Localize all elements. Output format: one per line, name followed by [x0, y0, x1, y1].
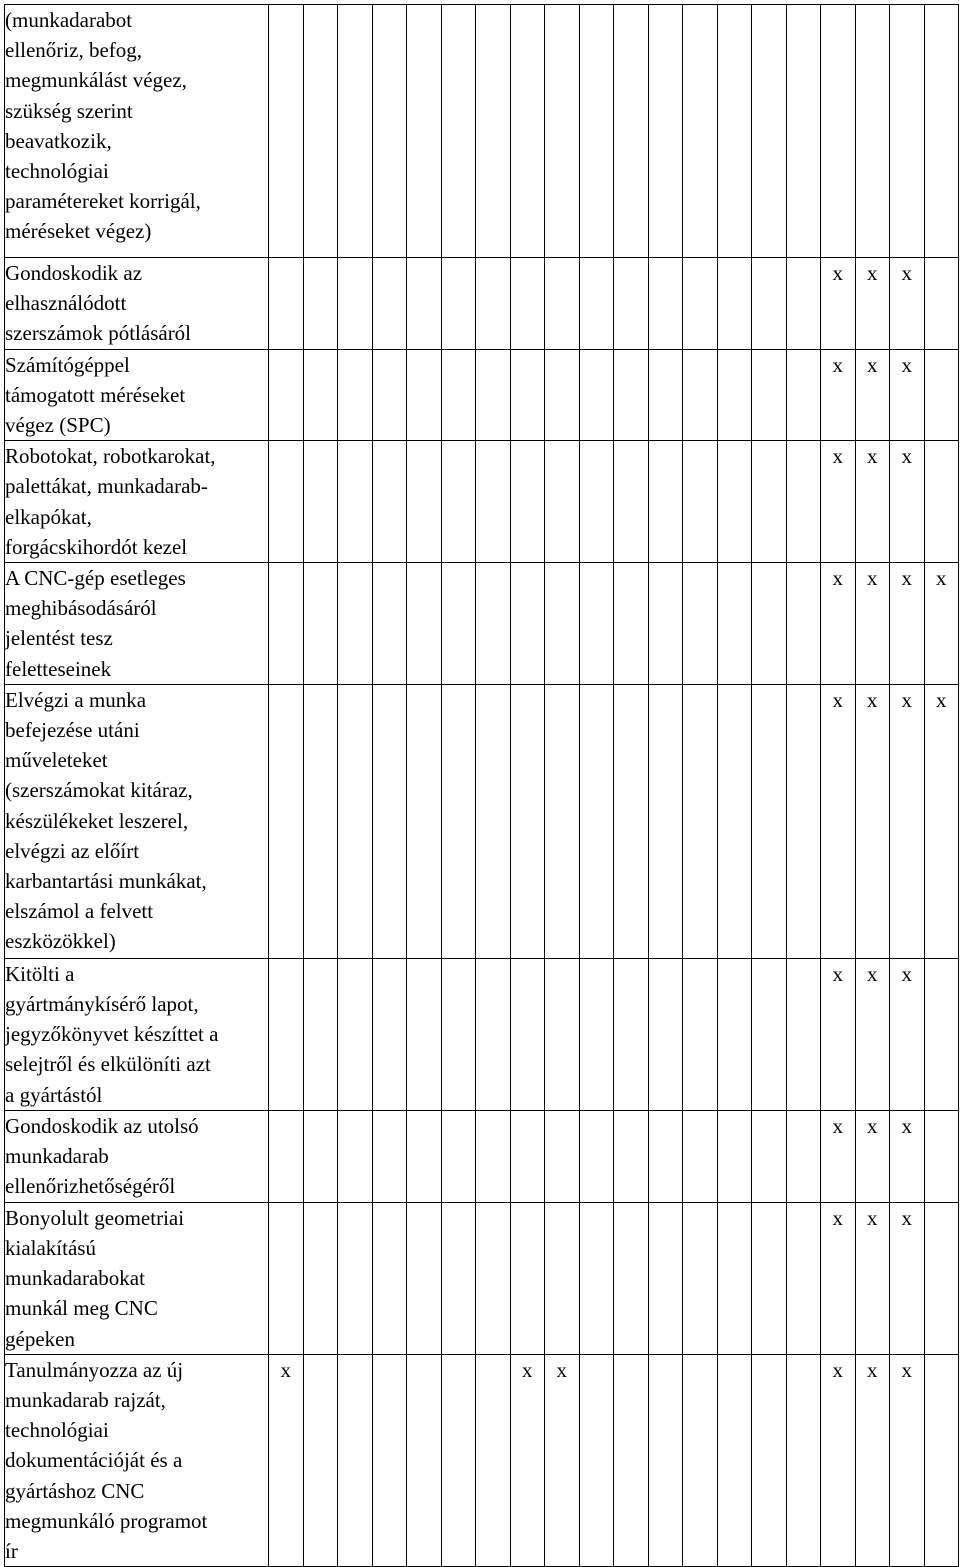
mark-cell: [510, 441, 545, 563]
mark-cell: [752, 5, 787, 258]
mark-cell: [303, 684, 338, 958]
mark-cell: [372, 5, 407, 258]
mark-cell: [614, 258, 649, 350]
table-row: [5, 958, 959, 1110]
mark-cell: [648, 958, 683, 1110]
mark-cell: [441, 684, 476, 958]
mark-cell: x: [821, 258, 856, 350]
mark-cell: [579, 563, 614, 685]
mark-cell: x: [855, 1202, 890, 1354]
mark-cell: [924, 1202, 959, 1354]
mark-cell: [269, 1110, 304, 1202]
table-row: [5, 349, 959, 441]
mark-cell: [545, 1110, 580, 1202]
mark-cell: [441, 349, 476, 441]
mark-cell: [441, 258, 476, 350]
mark-cell: x: [821, 684, 856, 958]
mark-cell: x: [855, 1354, 890, 1566]
mark-cell: x: [821, 1110, 856, 1202]
mark-cell: [510, 349, 545, 441]
task-description: Kitölti a gyártmánykísérő lapot, jegyzőkönyvet készíttet a selejtről és elkülöníti azt a gyártástól: [5, 958, 269, 1110]
mark-cell: [303, 1202, 338, 1354]
mark-cell: [579, 258, 614, 350]
mark-cell: [407, 1354, 442, 1566]
mark-cell: [924, 1110, 959, 1202]
mark-cell: [269, 5, 304, 258]
mark-cell: [407, 349, 442, 441]
mark-cell: x: [821, 349, 856, 441]
mark-cell: [303, 5, 338, 258]
mark-cell: [786, 258, 821, 350]
mark-cell: [476, 349, 511, 441]
task-description: Számítógéppel támogatott méréseket végez (SPC): [5, 349, 269, 441]
mark-cell: x: [890, 349, 925, 441]
mark-cell: [717, 258, 752, 350]
task-description: Gondoskodik az utolsó munkadarab ellenőrizhetőségéről: [5, 1110, 269, 1202]
mark-cell: [717, 684, 752, 958]
mark-cell: [545, 563, 580, 685]
mark-cell: [510, 684, 545, 958]
mark-cell: [752, 684, 787, 958]
mark-cell: x: [855, 441, 890, 563]
mark-cell: [441, 1202, 476, 1354]
mark-cell: [407, 441, 442, 563]
mark-cell: x: [821, 441, 856, 563]
table-body: [5, 5, 959, 1567]
mark-cell: [683, 441, 718, 563]
mark-cell: [545, 441, 580, 563]
mark-cell: x: [890, 1354, 925, 1566]
mark-cell: [683, 258, 718, 350]
mark-cell: x: [890, 1110, 925, 1202]
mark-cell: x: [890, 441, 925, 563]
mark-cell: [579, 349, 614, 441]
mark-cell: x: [545, 1354, 580, 1566]
mark-cell: [683, 1354, 718, 1566]
mark-cell: [372, 349, 407, 441]
mark-cell: [786, 684, 821, 958]
mark-cell: [752, 1354, 787, 1566]
mark-cell: [614, 441, 649, 563]
mark-cell: [407, 258, 442, 350]
mark-cell: [648, 349, 683, 441]
mark-cell: [786, 1354, 821, 1566]
mark-cell: [338, 1354, 373, 1566]
mark-cell: [476, 563, 511, 685]
mark-cell: [303, 1354, 338, 1566]
mark-cell: [372, 441, 407, 563]
mark-cell: [648, 258, 683, 350]
mark-cell: [717, 1202, 752, 1354]
mark-cell: [648, 563, 683, 685]
mark-cell: [579, 1354, 614, 1566]
mark-cell: [579, 5, 614, 258]
mark-cell: [372, 958, 407, 1110]
mark-cell: [786, 441, 821, 563]
mark-cell: [614, 1354, 649, 1566]
mark-cell: [407, 958, 442, 1110]
mark-cell: [717, 1354, 752, 1566]
mark-cell: [683, 1202, 718, 1354]
mark-cell: [717, 958, 752, 1110]
mark-cell: [648, 441, 683, 563]
table-row: [5, 5, 959, 258]
mark-cell: [683, 684, 718, 958]
mark-cell: x: [821, 1202, 856, 1354]
mark-cell: [372, 1354, 407, 1566]
mark-cell: [372, 1202, 407, 1354]
mark-cell: [476, 1354, 511, 1566]
mark-cell: [338, 349, 373, 441]
mark-cell: [717, 5, 752, 258]
task-description: Elvégzi a munka befejezése utáni műveleteket (szerszámokat kitáraz, készülékeket leszerel, elvégzi az előírt karbantartási munkákat, elszámol a felvett eszközökkel): [5, 684, 269, 958]
mark-cell: [821, 5, 856, 258]
mark-cell: [683, 1110, 718, 1202]
mark-cell: [786, 5, 821, 258]
task-description: Gondoskodik az elhasználódott szerszámok pótlásáról: [5, 258, 269, 350]
mark-cell: [545, 684, 580, 958]
mark-cell: [510, 958, 545, 1110]
mark-cell: [338, 441, 373, 563]
mark-cell: [269, 563, 304, 685]
mark-cell: [648, 1202, 683, 1354]
mark-cell: [545, 1202, 580, 1354]
mark-cell: [614, 1110, 649, 1202]
mark-cell: [614, 5, 649, 258]
mark-cell: [683, 563, 718, 685]
mark-cell: [303, 258, 338, 350]
mark-cell: [545, 258, 580, 350]
table-row: [5, 1202, 959, 1354]
mark-cell: [924, 1354, 959, 1566]
mark-cell: [338, 684, 373, 958]
mark-cell: [855, 5, 890, 258]
mark-cell: [338, 563, 373, 685]
mark-cell: [924, 441, 959, 563]
table-row: [5, 1110, 959, 1202]
mark-cell: [269, 258, 304, 350]
mark-cell: [269, 349, 304, 441]
mark-cell: x: [855, 684, 890, 958]
mark-cell: [269, 958, 304, 1110]
mark-cell: [924, 349, 959, 441]
mark-cell: [303, 349, 338, 441]
mark-cell: [924, 5, 959, 258]
mark-cell: x: [855, 958, 890, 1110]
mark-cell: [614, 563, 649, 685]
mark-cell: [752, 563, 787, 685]
mark-cell: x: [924, 684, 959, 958]
mark-cell: [303, 441, 338, 563]
mark-cell: [717, 441, 752, 563]
mark-cell: [752, 441, 787, 563]
mark-cell: [338, 5, 373, 258]
mark-cell: [476, 258, 511, 350]
mark-cell: [407, 1110, 442, 1202]
mark-cell: x: [821, 563, 856, 685]
mark-cell: [924, 258, 959, 350]
task-description: Robotokat, robotkarokat, palettákat, munkadarab- elkapókat, forgácskihordót kezel: [5, 441, 269, 563]
task-description: A CNC-gép esetleges meghibásodásáról jelentést tesz feletteseinek: [5, 563, 269, 685]
mark-cell: x: [890, 563, 925, 685]
mark-cell: [441, 441, 476, 563]
mark-cell: [269, 1202, 304, 1354]
mark-cell: x: [890, 684, 925, 958]
mark-cell: [476, 1110, 511, 1202]
mark-cell: [269, 684, 304, 958]
mark-cell: [683, 958, 718, 1110]
mark-cell: [717, 563, 752, 685]
mark-cell: x: [924, 563, 959, 685]
mark-cell: x: [855, 349, 890, 441]
mark-cell: [545, 5, 580, 258]
mark-cell: [303, 563, 338, 685]
mark-cell: [338, 1110, 373, 1202]
mark-cell: [614, 1202, 649, 1354]
table-row: [5, 258, 959, 350]
mark-cell: [441, 1354, 476, 1566]
mark-cell: x: [855, 563, 890, 685]
mark-cell: [476, 5, 511, 258]
mark-cell: [407, 5, 442, 258]
mark-cell: [614, 958, 649, 1110]
mark-cell: [579, 1110, 614, 1202]
mark-cell: [441, 958, 476, 1110]
mark-cell: [545, 349, 580, 441]
mark-cell: [579, 684, 614, 958]
mark-cell: [752, 1110, 787, 1202]
mark-cell: x: [890, 258, 925, 350]
mark-cell: [717, 349, 752, 441]
mark-cell: [510, 1110, 545, 1202]
mark-cell: [476, 684, 511, 958]
mark-cell: [648, 1354, 683, 1566]
mark-cell: [890, 5, 925, 258]
mark-cell: [717, 1110, 752, 1202]
mark-cell: [786, 563, 821, 685]
mark-cell: x: [821, 1354, 856, 1566]
mark-cell: x: [269, 1354, 304, 1566]
mark-cell: [752, 1202, 787, 1354]
mark-cell: [786, 1110, 821, 1202]
mark-cell: [338, 1202, 373, 1354]
mark-cell: [441, 1110, 476, 1202]
table-row: [5, 563, 959, 685]
mark-cell: [545, 958, 580, 1110]
mark-cell: [303, 1110, 338, 1202]
mark-cell: [510, 563, 545, 685]
task-description: Tanulmányozza az új munkadarab rajzát, technológiai dokumentációját és a gyártáshoz CNC megmunkáló programot ír: [5, 1354, 269, 1566]
mark-cell: [752, 349, 787, 441]
mark-cell: [614, 684, 649, 958]
mark-cell: [648, 684, 683, 958]
mark-cell: [683, 349, 718, 441]
table-row: [5, 684, 959, 958]
mark-cell: [786, 958, 821, 1110]
mark-cell: [372, 563, 407, 685]
mark-cell: [786, 349, 821, 441]
mark-cell: [476, 1202, 511, 1354]
mark-cell: [752, 258, 787, 350]
mark-cell: [648, 1110, 683, 1202]
mark-cell: [476, 958, 511, 1110]
mark-cell: [614, 349, 649, 441]
mark-cell: [407, 1202, 442, 1354]
table-row: [5, 1354, 959, 1566]
mark-cell: [579, 1202, 614, 1354]
mark-cell: [372, 684, 407, 958]
mark-cell: [372, 1110, 407, 1202]
mark-cell: [752, 958, 787, 1110]
mark-cell: x: [855, 258, 890, 350]
mark-cell: [338, 958, 373, 1110]
mark-cell: [407, 563, 442, 685]
mark-cell: [579, 441, 614, 563]
mark-cell: [441, 5, 476, 258]
mark-cell: [510, 5, 545, 258]
mark-cell: [510, 258, 545, 350]
mark-cell: [924, 958, 959, 1110]
mark-cell: x: [890, 1202, 925, 1354]
mark-cell: [407, 684, 442, 958]
mark-cell: x: [510, 1354, 545, 1566]
mark-cell: [338, 258, 373, 350]
mark-cell: x: [855, 1110, 890, 1202]
mark-cell: [269, 441, 304, 563]
task-description: (munkadarabot ellenőriz, befog, megmunkálást végez, szükség szerint beavatkozik, technológiai paramétereket korrigál, méréseket végez): [5, 5, 269, 258]
mark-cell: [683, 5, 718, 258]
mark-cell: [303, 958, 338, 1110]
mark-cell: [372, 258, 407, 350]
mark-cell: [648, 5, 683, 258]
mark-cell: [476, 441, 511, 563]
mark-cell: [786, 1202, 821, 1354]
task-description: Bonyolult geometriai kialakítású munkadarabokat munkál meg CNC gépeken: [5, 1202, 269, 1354]
table-row: [5, 441, 959, 563]
mark-cell: x: [890, 958, 925, 1110]
competency-table: [4, 4, 959, 1567]
mark-cell: [510, 1202, 545, 1354]
mark-cell: [441, 563, 476, 685]
mark-cell: x: [821, 958, 856, 1110]
mark-cell: [579, 958, 614, 1110]
